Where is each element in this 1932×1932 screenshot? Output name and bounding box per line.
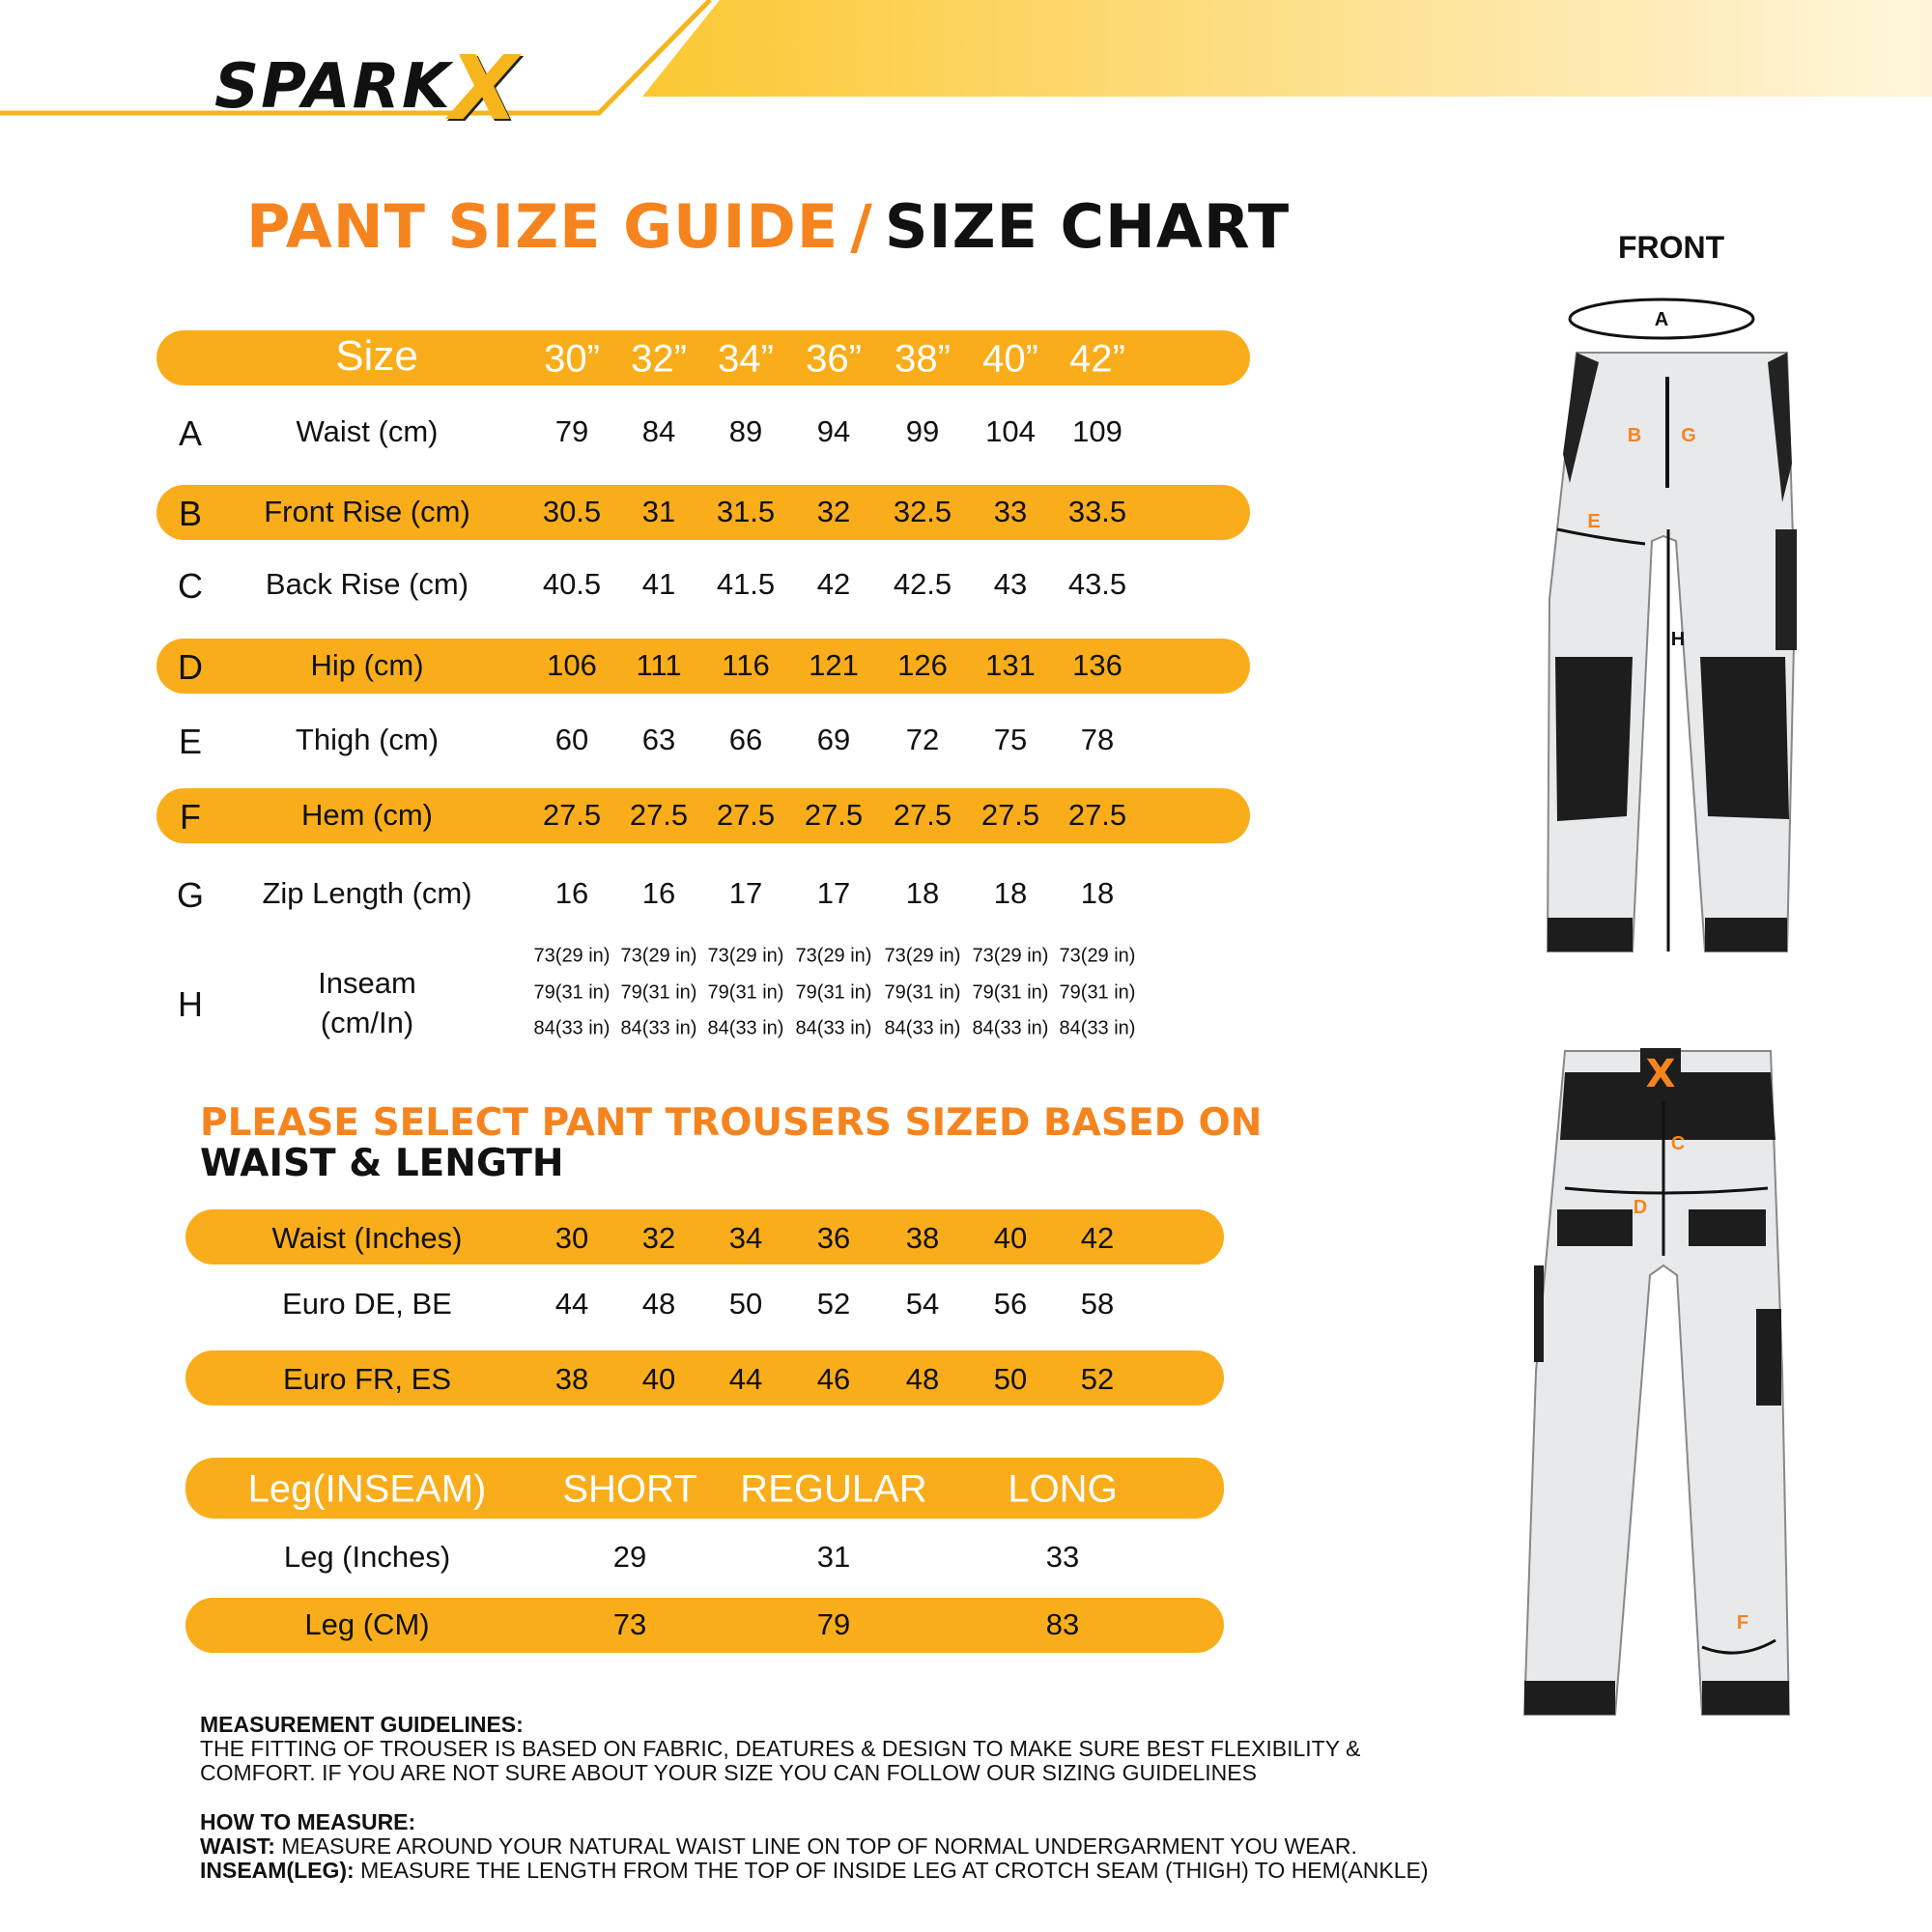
front-measure-marker: H [1670,629,1686,650]
size-value: 27.5 [629,798,689,832]
measure-letter: F [180,797,201,837]
size-value: 42.5 [893,567,952,601]
inseam-value: 84(33 in) [884,1017,961,1039]
front-pants-illustration [1548,299,1797,952]
leg-value: 33 [1045,1540,1080,1574]
waist-value: 32 [641,1221,676,1255]
size-value: 41 [641,567,676,601]
size-value: 27.5 [893,798,952,832]
measure-label: Hip (cm) [310,648,424,682]
waist-row-label: Euro DE, BE [282,1287,452,1321]
size-value: 17 [728,876,763,910]
size-value: 69 [816,723,851,756]
page-title: PANT SIZE GUIDE / SIZE CHART [246,191,1291,262]
size-value: 126 [897,648,948,682]
size-value: 17 [816,876,851,910]
measure-label: Waist (cm) [296,414,439,448]
waist-value: 38 [905,1221,940,1255]
brand-logo: SPARKX [214,37,521,140]
size-column-header: 42” [1069,337,1125,381]
size-column-header: 32” [631,337,687,381]
inseam-value: 73(29 in) [795,945,872,967]
size-value: 104 [985,414,1036,448]
waist-value: 30 [554,1221,589,1255]
leg-row-label: Leg (Inches) [283,1540,451,1574]
waist-value: 56 [993,1287,1028,1321]
size-value: 31 [641,495,676,528]
inseam-value: 73(29 in) [1059,945,1136,967]
measure-letter: H [178,984,203,1024]
waist-instruction-label: WAIST: [200,1833,275,1859]
guidelines-heading: MEASUREMENT GUIDELINES: [200,1712,524,1737]
size-value: 16 [641,876,676,910]
size-value: 30.5 [542,495,602,528]
measure-label: Thigh (cm) [295,723,440,756]
size-value: 18 [905,876,940,910]
leg-column-header: REGULAR [740,1467,927,1511]
inseam-label: Inseam [318,966,416,1000]
size-column-header: 38” [895,337,951,381]
leg-row-label: Leg (CM) [304,1607,430,1641]
measure-letter: A [178,413,203,453]
back-measure-marker: C [1670,1133,1686,1154]
measure-letter: D [178,647,203,687]
inseam-value: 84(33 in) [972,1017,1049,1039]
size-value: 121 [809,648,859,682]
waist-value: 48 [905,1362,940,1396]
size-value: 43 [993,567,1028,601]
back-measure-marker: D [1633,1197,1648,1218]
front-measure-marker: B [1627,425,1642,446]
waist-value: 54 [905,1287,940,1321]
size-value: 72 [905,723,940,756]
back-measure-marker: F [1736,1612,1749,1634]
size-value: 42 [816,567,851,601]
size-value: 33 [993,495,1028,528]
inseam-value: 73(29 in) [972,945,1049,967]
waist-value: 48 [641,1287,676,1321]
size-value: 79 [554,414,589,448]
waist-value: 40 [641,1362,676,1396]
size-column-header: 36” [806,337,862,381]
waist-value: 44 [554,1287,589,1321]
size-value: 116 [722,648,770,682]
measure-letter: G [176,875,205,915]
size-value: 60 [554,723,589,756]
inseam-value: 84(33 in) [707,1017,784,1039]
inseam-value: 79(31 in) [620,981,697,1004]
inseam-value: 73(29 in) [533,945,611,967]
guidelines-line1: THE FITTING OF TROUSER IS BASED ON FABRIC, DEATURES & DESIGN TO MAKE SURE BEST FLEXIBILITY & [200,1736,1361,1761]
waist-value: 50 [728,1287,763,1321]
size-value: 18 [993,876,1028,910]
inseam-value: 73(29 in) [707,945,784,967]
waist-value: 40 [993,1221,1028,1255]
size-value: 99 [905,414,940,448]
size-value: 33.5 [1067,495,1127,528]
leg-header-label: Leg(INSEAM) [247,1467,487,1511]
size-value: 41.5 [716,567,776,601]
select-heading-line2: WAIST & LENGTH [200,1142,564,1185]
select-heading-line1: PLEASE SELECT PANT TROUSERS SIZED BASED ON [200,1101,1263,1145]
waist-instruction-text: MEASURE AROUND YOUR NATURAL WAIST LINE ON TOP OF NORMAL UNDERGARMENT YOU WEAR. [274,1833,1357,1859]
size-header-label: Size [335,332,418,380]
measure-label: Zip Length (cm) [262,876,472,910]
size-value: 63 [641,723,676,756]
inseam-instruction-text: MEASURE THE LENGTH FROM THE TOP OF INSIDE LEG AT CROTCH SEAM (THIGH) TO HEM(ANKLE) [354,1858,1429,1883]
measure-label: Front Rise (cm) [264,495,470,528]
size-value: 43.5 [1067,567,1127,601]
size-value: 31.5 [716,495,776,528]
leg-column-header: LONG [1008,1467,1118,1511]
size-value: 131 [985,648,1036,682]
back-logo-x: X [1645,1052,1676,1096]
size-value: 109 [1072,414,1122,448]
front-view-label: FRONT [1618,230,1725,265]
size-value: 18 [1080,876,1115,910]
waist-value: 50 [993,1362,1028,1396]
leg-value: 79 [816,1607,851,1641]
size-value: 111 [636,648,682,682]
size-value: 89 [728,414,763,448]
size-value: 75 [993,723,1028,756]
measure-label: Back Rise (cm) [265,567,469,601]
size-value: 27.5 [804,798,864,832]
inseam-value: 84(33 in) [620,1017,697,1039]
size-value: 106 [547,648,597,682]
waist-value: 42 [1080,1221,1115,1255]
waist-value: 36 [816,1221,851,1255]
size-column-header: 34” [718,337,774,381]
size-value: 84 [641,414,676,448]
waist-value: 52 [816,1287,851,1321]
size-value: 78 [1080,723,1115,756]
inseam-value: 79(31 in) [972,981,1049,1004]
inseam-value: 84(33 in) [795,1017,872,1039]
how-to-heading: HOW TO MEASURE: [200,1809,416,1834]
leg-value: 29 [612,1540,647,1574]
size-value: 136 [1072,648,1122,682]
size-value: 27.5 [716,798,776,832]
inseam-value: 79(31 in) [1059,981,1136,1004]
size-value: 27.5 [980,798,1040,832]
measure-letter: E [178,722,203,761]
inseam-value: 79(31 in) [707,981,784,1004]
inseam-instruction-label: INSEAM(LEG): [200,1858,355,1883]
size-value: 32 [816,495,851,528]
size-value: 27.5 [542,798,602,832]
inseam-label-unit: (cm/In) [320,1006,414,1039]
leg-value: 73 [612,1607,647,1641]
inseam-value: 79(31 in) [795,981,872,1004]
waist-row-label: Euro FR, ES [283,1362,451,1396]
waist-value: 34 [728,1221,763,1255]
waist-row-label: Waist (Inches) [271,1221,463,1255]
measure-label: Hem (cm) [300,798,434,832]
size-value: 27.5 [1067,798,1127,832]
leg-column-header: SHORT [562,1467,697,1511]
size-column-header: 30” [544,337,600,381]
front-measure-marker: G [1681,425,1696,446]
waist-value: 46 [816,1362,851,1396]
inseam-value: 73(29 in) [884,945,961,967]
size-value: 66 [728,723,763,756]
measure-letter: B [178,494,203,533]
front-measure-marker: E [1587,511,1601,532]
waist-value: 52 [1080,1362,1115,1396]
inseam-value: 79(31 in) [884,981,961,1004]
size-value: 32.5 [893,495,952,528]
inseam-value: 73(29 in) [620,945,697,967]
size-value: 40.5 [542,567,602,601]
leg-value: 31 [816,1540,851,1574]
guidelines-line2: COMFORT. IF YOU ARE NOT SURE ABOUT YOUR SIZE YOU CAN FOLLOW OUR SIZING GUIDELINES [200,1760,1257,1785]
front-measure-marker: A [1654,309,1669,330]
inseam-value: 84(33 in) [1059,1017,1136,1039]
waist-value: 44 [728,1362,763,1396]
inseam-value: 84(33 in) [533,1017,611,1039]
measure-letter: C [178,566,203,606]
waist-value: 58 [1080,1287,1115,1321]
leg-value: 83 [1045,1607,1080,1641]
back-pants-illustration [1524,1048,1789,1715]
inseam-value: 79(31 in) [533,981,611,1004]
size-value: 16 [554,876,589,910]
size-value: 94 [816,414,851,448]
waist-value: 38 [554,1362,589,1396]
size-column-header: 40” [982,337,1038,381]
